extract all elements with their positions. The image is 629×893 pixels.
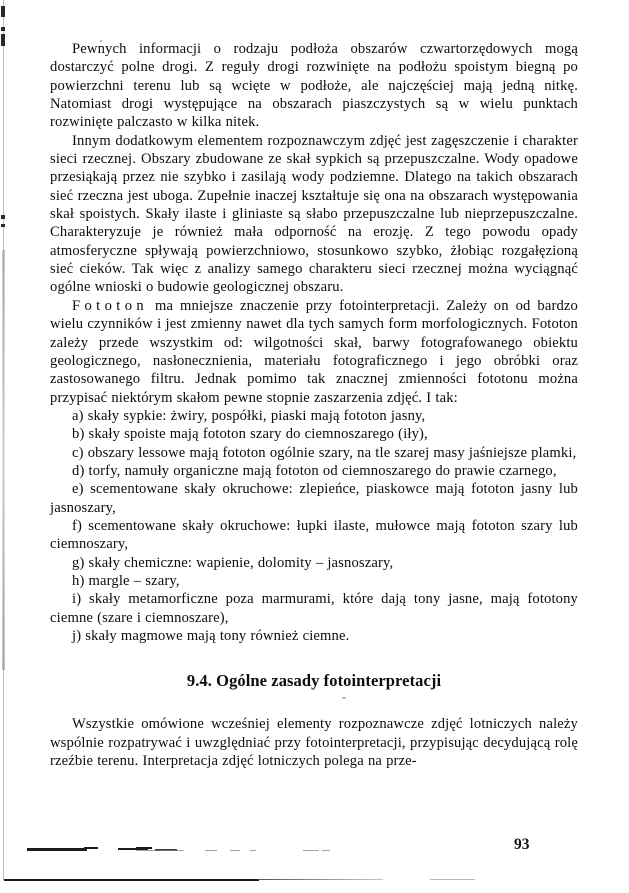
list-item-i: i) skały metamorficzne poza marmurami, które dają tony jasne, mają fototony ciemne (szare i ciemnoszare), bbox=[50, 591, 578, 626]
page-text-column bbox=[50, 40, 578, 770]
section-heading-9-4: 9.4. Ogólne zasady fotointerpretacji bbox=[186, 671, 442, 691]
scan-faint-artifact bbox=[136, 850, 184, 851]
scan-dash-artifact bbox=[84, 847, 98, 849]
spacer-after-heading bbox=[50, 691, 578, 715]
scan-faint-artifact bbox=[303, 850, 319, 851]
list-item-g: g) skały chemiczne: wapienie, dolomity – jasnoszary, bbox=[72, 554, 394, 571]
list-item-h: h) margle – szary, bbox=[72, 572, 180, 589]
scan-faint-artifact bbox=[250, 850, 256, 851]
list-item-c: c) obszary lessowe mają fototon ogólnie szary, na tle szarej masy jaśniejsze plamki, bbox=[72, 444, 577, 461]
paragraph-3-fototon bbox=[50, 297, 578, 407]
list-item-j: j) skały magmowe mają tony również ciemne. bbox=[72, 628, 350, 644]
paragraph-2: Innym dodatkowym elementem rozpoznawczym zdjęć jest zagęszczenie i charakter sieci rzecznej. Obszary zbudowane ze skał sypkich są przepuszczalne. Wody opadowe przesiąkają przez nie szybko i zasilają wody podziemne. Dlatego na takich obszarach sieć rzeczna jest uboga. Zupełnie inaczej kształtuje się ona na obszarach występowania skał spoistych. Skały ilaste i gliniaste są słabo przepuszczalne lub nieprzepuszczalne. Charakteryzuje je również mała odporność na erozję. Z tego powodu opady atmosferyczne spływają powierzchniowo, stosunkowo szybko, żłobiąc rozgałęzioną sieć cieków. Tak więc z analizy samego charakteru sieci rzecznej można wyciągnąć ogólne wnioski o budowie geologicznej obszaru. bbox=[50, 132, 578, 296]
scan-faint-artifact bbox=[230, 850, 240, 851]
scan-tick-artifact bbox=[1, 27, 5, 31]
page-number: 93 bbox=[514, 836, 530, 853]
scan-dash-artifact bbox=[136, 847, 152, 849]
paragraph-1: Pewnych informacji o rodzaju podłoża obszarów czwartorzędowych mogą dostarczyć polne drogi. Z reguły drogi rozwinięte na podłożu spoistym biegną po powierzchni terenu lub są wcięte w podłoże, ale najczęściej mają jedną nitkę. Natomiast drogi występujące na obszarach piaszczystych są w wielu punktach rozwinięte palczasto w kilka nitek. bbox=[50, 41, 578, 131]
scan-faint-artifact bbox=[322, 850, 330, 851]
closing-paragraph: Wszystkie omówione wcześniej elementy rozpoznawcze zdjęć lotniczych należy wspólnie rozpatrywać i uwzględniać przy fotointerpretacji, przypisując decydującą rolę rzeźbie terenu. Interpretacja zdjęć lotniczych polega na prze- bbox=[50, 716, 578, 770]
scan-dash-artifact bbox=[27, 848, 87, 851]
list-item-e: e) scementowane skały okruchowe: zlepieńce, piaskowce mają fototon jasny lub jasnoszary, bbox=[50, 481, 578, 516]
list-item-a: a) skały sypkie: żwiry, pospółki, piaski mają fototon jasny, bbox=[72, 407, 426, 424]
list-item-d: d) torfy, namuły organiczne mają fototon od ciemnoszarego do prawie czarnego, bbox=[72, 462, 557, 479]
scan-tick-artifact bbox=[1, 34, 5, 46]
scan-bottom-rule-artifact bbox=[4, 879, 259, 881]
scan-tick-artifact bbox=[1, 6, 5, 17]
scan-faint-artifact bbox=[205, 850, 217, 851]
spacer-before-heading bbox=[50, 645, 578, 671]
emphasis-fototon: Fototon bbox=[72, 297, 149, 314]
scan-tick-artifact bbox=[1, 215, 5, 219]
paragraph-3-rest: ma mniejsze znaczenie przy fotointerpretacji. Zależy on od bardzo wielu czynników i jest zmienny nawet dla tych samych form morfologicznych. Fototon zależy przede wszystkim od: wilgotności skał, barwy fotografowanego obiektu geologicznego, nasłonecznienia, materiału fotograficznego i jego obróbki oraz zastosowanego filtru. Jednak pomimo tak znacznej zmienności fototonu można przypisać niektórym skałom pewne stopnie zaszarzenia zdjęć. I tak: bbox=[50, 297, 578, 406]
scan-bottom-rule-artifact bbox=[258, 879, 383, 880]
scan-tick-artifact bbox=[1, 224, 5, 227]
scan-bottom-rule-artifact bbox=[430, 879, 475, 880]
list-item-b: b) skały spoiste mają fototon szary do ciemnoszarego (iły), bbox=[72, 426, 428, 443]
scan-smudge-artifact bbox=[2, 250, 5, 670]
list-item-f: f) scementowane skały okruchowe: łupki ilaste, mułowce mają fototon szary lub ciemnoszary, bbox=[50, 517, 578, 553]
